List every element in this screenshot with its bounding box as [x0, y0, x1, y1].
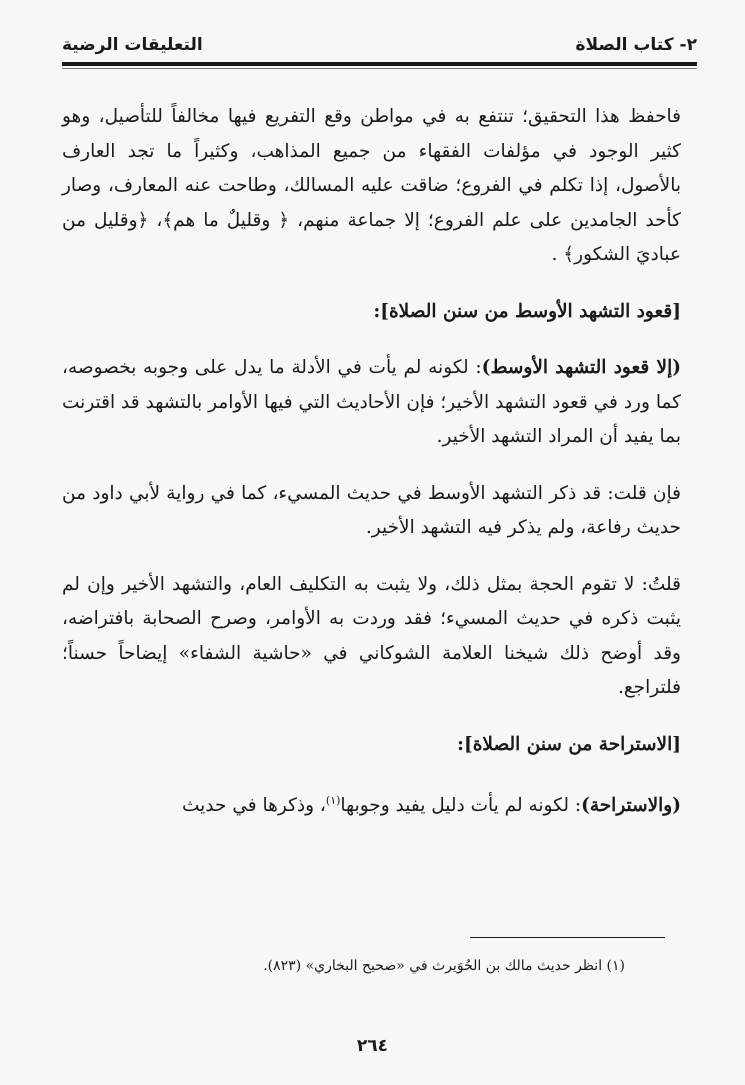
paragraph: (والاستراحة): لكونه لم يأت دليل يفيد وجوبها$^{(١)}$، وذكرها في حديث [181, 794, 681, 817]
paragraph: فاحفظ هذا التحقيق؛ تنتفع به في مواطن وقع التفريع فيها مخالفاً للتأصيل، وهو كثير الوجود في مؤلفات الفقهاء من جميع المذاهب، وكثيراً ما تجد العارف بالأصول، إذا تكلم في الفروع؛ ضاقت عليه المسالك، وطاحت عنه المعارف، وصار كأحد الجامدين على علم الفروع؛ إلا جماعة منهم، ﴿ وقليلٌ ما هم﴾، ﴿وقليل من عباديَ الشكور﴾ . [62, 106, 681, 265]
running-header [62, 30, 697, 60]
main-text [62, 100, 681, 846]
chapter-title: ٢- كتاب الصلاة [575, 35, 697, 55]
footnote-separator [470, 937, 665, 938]
footnote-marker: (١) [325, 794, 341, 807]
header-rule [62, 62, 697, 66]
header-rule-thin [62, 68, 697, 69]
quoted-matn: (والاستراحة) [581, 795, 681, 817]
paragraph: (إلا قعود التشهد الأوسط): لكونه لم يأت في الأدلة ما يدل على وجوبه بخصوصه، كما ورد في قعود التشهد الأخير؛ فإن الأحاديث التي فيها الأوامر بالتشهد قد اقترنت بما يفيد أن المراد التشهد الأخير. [62, 357, 681, 447]
section-heading: [الاستراحة من سنن الصلاة]: [457, 733, 681, 755]
quoted-matn: (إلا قعود التشهد الأوسط) [481, 357, 681, 378]
page-number: ٢٦٤ [356, 1036, 389, 1056]
paragraph: قلتُ: لا تقوم الحجة بمثل ذلك، ولا يثبت به التكليف العام، والتشهد الأخير وإن لم يثبت ذكره في حديث المسيء؛ فقد وردت به الأوامر، وصرح الصحابة بافتراضه، وقد أوضح ذلك شيخنا العلامة الشوكاني في «حاشية الشفاء» إيضاحاً حسناً؛ فلتراجع. [62, 573, 681, 698]
paragraph: فإن قلت: قد ذكر التشهد الأوسط في حديث المسيء، كما في رواية لأبي داود من حديث رفاعة، ولم يذكر فيه التشهد الأخير. [62, 482, 681, 538]
footnote: (١) انظر حديث مالك بن الحُوَيرث في «صحيح البخاري» (٨٢٣). [263, 958, 625, 974]
section-heading: [قعود التشهد الأوسط من سنن الصلاة]: [373, 300, 681, 322]
book-title: التعليقات الرضية [62, 35, 203, 55]
